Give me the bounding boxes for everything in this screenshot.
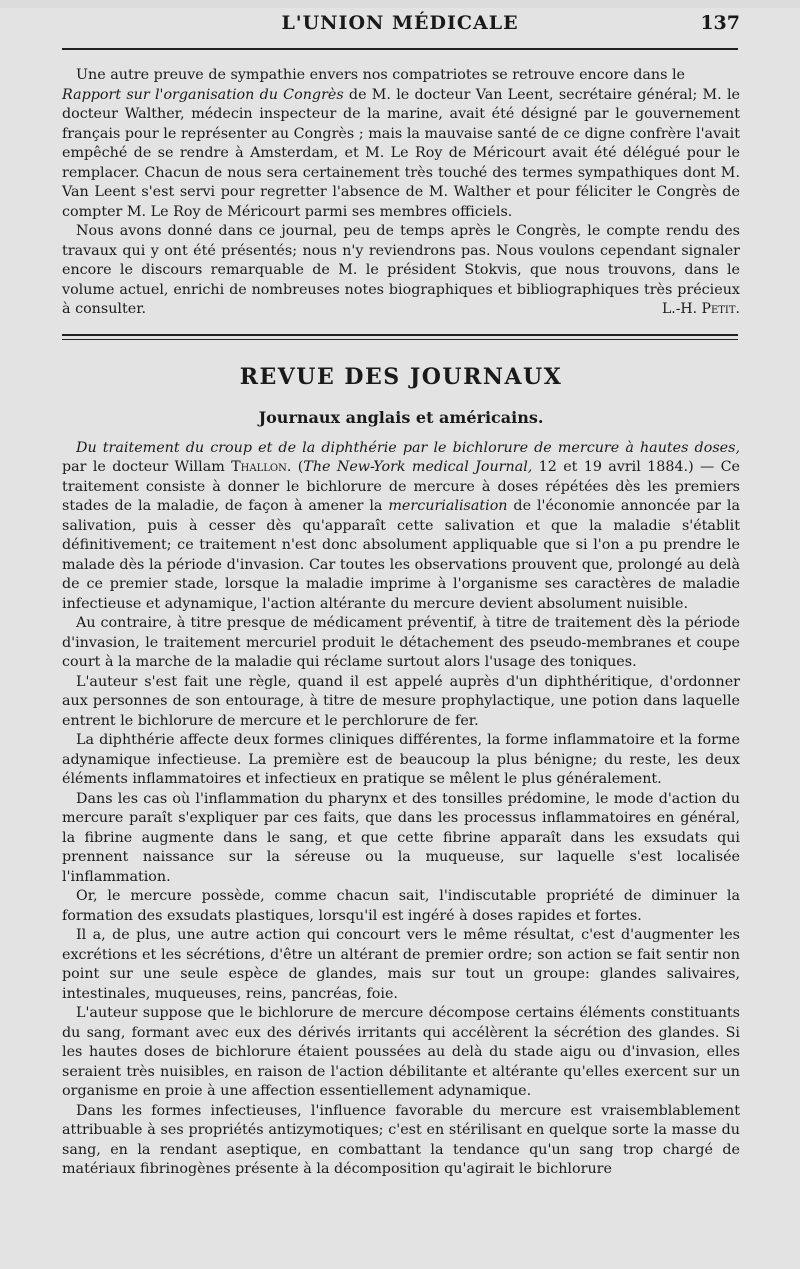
- journal-name: The New-York medical Journal,: [303, 459, 533, 475]
- article-title: Du traitement du croup et de la diphthérie par le bichlorure de mercure à hautes doses,: [76, 439, 740, 456]
- subsection-title: Journaux anglais et américains.: [258, 407, 544, 427]
- article-paragraph: Dans les formes infectieuses, l'influence favorable du mercure est vraisemblablement attribuable à ses propriétés antizymotiques; c'est en stérilisant en quelque sorte la masse du sang, en la rendant aseptique, en combattant la tendance qu'un sang trop chargé de matériaux fibrinogènes présente à la décomposition qu'agirait le bichlorure: [62, 1102, 740, 1177]
- byline-text-d: de l'économie annoncée par la salivation, puis à cesser dès qu'apparaît cette salivation et que la maladie s'établit définitivement; ce traitement n'est donc absolument appliquable que si l'on a pu prendre le malade dès la période d'invasion. Car toutes les observations prouvent que, prolongé au delà de ce premier stade, lorsque la maladie imprime à l'organisme ses caractères de maladie infectieuse et adynamique, l'action altérante du mercure devient absolument nuisible.: [62, 498, 740, 612]
- section-title: REVUE DES JOURNAUX: [239, 363, 563, 390]
- intro-p1-text-a: Une autre preuve de sympathie envers nos compatriotes se retrouve encore dans le: [76, 67, 685, 83]
- article-author: Thallon: [231, 459, 287, 475]
- article-paragraph: Il a, de plus, une autre action qui concourt vers le même résultat, c'est d'augmenter les excrétions et les sécrétions, d'être un altérant de premier ordre; son action se fait sentir non point sur une seule espèce de glandes, mais sur tout un groupe: glandes salivaires, intestinales, muqueuses, reins, pancréas, foie.: [62, 927, 740, 1002]
- term-mercurialisation: mercurialisation: [388, 498, 508, 514]
- journal-page: [0, 8, 800, 1269]
- byline-text-a: par le docteur Willam: [62, 459, 232, 475]
- article-paragraph: L'auteur suppose que le bichlorure de mercure décompose certains éléments constituants du sang, formant avec eux des dérivés irritants qui accélèrent la sécrétion des glandes. Si les hautes doses de bichlorure étaient poussées au delà du stade aigu ou d'invasion, elles seraient très nuisibles, en raison de l'action débilitante et altérante qu'elles exercent sur un organisme en proie à une affection essentiellement adynamique.: [62, 1005, 740, 1099]
- byline-text-b: . (: [286, 459, 304, 475]
- article-paragraph: Or, le mercure possède, comme chacun sait, l'indiscutable propriété de diminuer la formation des exsudats plastiques, lorsqu'il est ingéré à doses rapides et fortes.: [62, 888, 740, 924]
- page-number: 137: [700, 12, 740, 34]
- running-title: L'UNION MÉDICALE: [281, 12, 519, 34]
- article-paragraph: L'auteur s'est fait une règle, quand il est appelé auprès d'un diphthéritique, d'ordonner aux personnes de son entourage, à titre de mesure prophylactique, une potion dans laquelle entrent le bichlorure de mercure et le perchlorure de fer.: [62, 673, 740, 729]
- article-paragraph: La diphthérie affecte deux formes cliniques différentes, la forme inflammatoire et la forme adynamique infectieuse. La première est de beaucoup la plus bénigne; du reste, les deux éléments inflammatoires et infectieux en pratique se mêlent le plus généralement.: [62, 732, 740, 787]
- intro-paragraph-2: [62, 222, 740, 320]
- section-divider: [62, 334, 738, 340]
- byline-text-c: 12 et 19 avril 1884.) — Ce traitement consiste à donner le bichlorure de mercure à doses répétées dès les premiers stades de la maladie, de façon à amener la: [62, 459, 741, 514]
- article-paragraph: Au contraire, à titre presque de médicament préventif, à titre de traitement dès la période d'invasion, le traitement mercuriel produit le détachement des pseudo-membranes et coupe court à la marche de la maladie qui réclame surtout alors l'usage des toniques.: [62, 615, 740, 670]
- article-lead-paragraph: [62, 439, 740, 615]
- intro-paragraph-1: [62, 66, 740, 222]
- intro-p2-text: Nous avons donné dans ce journal, peu de temps après le Congrès, le compte rendu des travaux qui y ont été présentés; nous n'y reviendrons pas. Nous voulons cependant signaler encore le discours remarquable de M. le président Stokvis, que nous trouvons, dans le volume actuel, enrichi de nombreuses notes biographiques et bibliographiques très précieux à consulter.: [62, 223, 740, 317]
- author-signature: L.-H. Petit.: [661, 301, 740, 317]
- article-paragraph: Dans les cas où l'inflammation du pharynx et des tonsilles prédomine, le mode d'action du mercure paraît s'expliquer par ces faits, que dans les processus inflammatoires en général, la fibrine augmente dans le sang, et que cette fibrine apparaît dans les exsudats qui prennent naissance sur la séreuse ou la muqueuse, sur laquelle s'est localisée l'inflammation.: [62, 790, 740, 885]
- running-head: [62, 8, 738, 50]
- congress-report-title: Rapport sur l'organisation du Congrès: [62, 86, 344, 103]
- intro-p1-text-c: de M. le docteur Van Leent, secrétaire général; M. le docteur Walther, médecin inspecteur de la marine, avait été désigné par le gouvernement français pour le représenter au Congrès ; mais la mauvaise santé de ce digne confrère l'avait empêché de se rendre à Amsterdam, et M. Le Roy de Méricourt avait été délégué pour le remplacer. Chacun de nous sera certainement très touché des termes sympathiques dont M. Van Leent s'est servi pour regretter l'absence de M. Walther et pour féliciter le Congrès de compter M. Le Roy de Méricourt parmi ses membres officiels.: [62, 86, 740, 220]
